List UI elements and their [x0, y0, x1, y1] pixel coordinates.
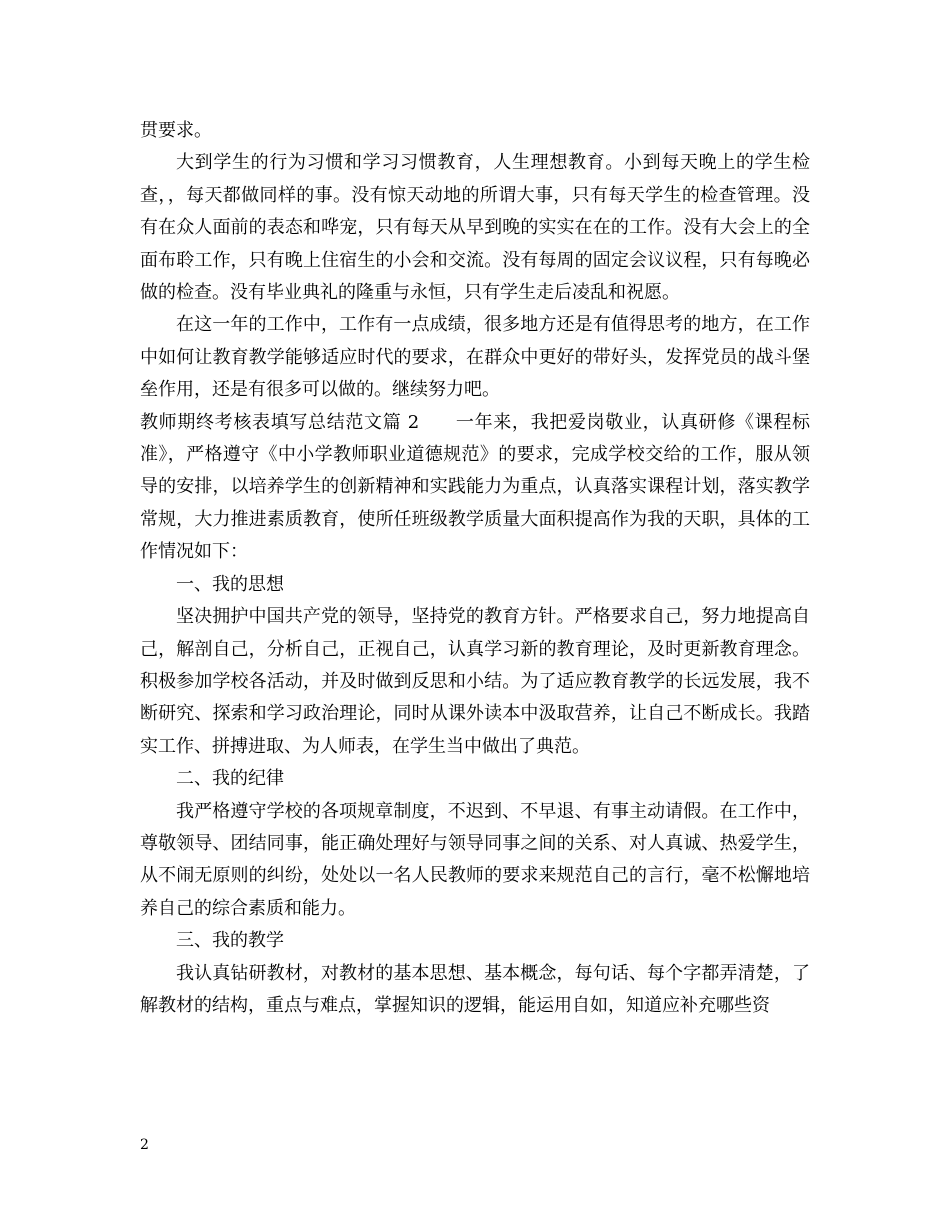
paragraph-daily-work: 大到学生的行为习惯和学习习惯教育，人生理想教育。小到每天晚上的学生检查，，每天都做同样的事。没有惊天动地的所谓大事，只有每天学生的检查管理。没有在众人面前的表态和哗宠，只有每天从早到晚的实实在在的工作。没有大会上的全面布聆工作，只有晚上住宿生的小会和交流。没有每周的固定会议议程，只有每晚必做的检查。没有毕业典礼的隆重与永恒，只有学生走后凌乱和祝愿。 [140, 152, 810, 304]
paragraph-year-summary: 在这一年的工作中，工作有一点成绩，很多地方还是有值得思考的地方，在工作中如何让教育教学能够适应时代的要求，在群众中更好的带好头，发挥党员的战斗堡垒作用，还是有很多可以做的。继续努力吧。 [140, 314, 810, 401]
paragraph-discipline: 我严格遵守学校的各项规章制度，不迟到、不早退、有事主动请假。在工作中，尊敬领导、团结同事，能正确处理好与领导同事之间的关系、对人真诚、热爱学生，从不闹无原则的纠纷，处处以一名人民教师的要求来规范自己的言行，毫不松懈地培养自己的综合素质和能力。 [140, 800, 810, 919]
heading-thoughts: 一、我的思想 [176, 573, 284, 595]
section-intro-text: 一年来，我把爱岗敬业，认真研修《课程标准》，严格遵守《中小学教师职业道德规范》的要求，完成学校交给的工作，服从领导的安排，以培养学生的创新精神和实践能力为重点，认真落实课程计划，落实教学常规，大力推进素质教育，使所任班级教学质量大面积提高作为我的天职，具体的工作情况如下： [140, 411, 810, 563]
document-body [140, 115, 810, 1022]
heading-discipline: 二、我的纪律 [176, 768, 284, 790]
section-title: 教师期终考核表填写总结范文篇 2 [140, 411, 420, 433]
page-number: 2 [140, 1137, 149, 1153]
paragraph-teaching: 我认真钻研教材，对教材的基本思想、基本概念，每句话、每个字都弄清楚，了解教材的结构，重点与难点，掌握知识的逻辑，能运用自如，知道应补充哪些资 [140, 962, 810, 1016]
paragraph-thoughts: 坚决拥护中国共产党的领导，坚持党的教育方针。严格要求自己，努力地提高自己，解剖自己，分析自己，正视自己，认真学习新的教育理论，及时更新教育理念。积极参加学校各活动，并及时做到反思和小结。为了适应教育教学的长远发展，我不断研究、探索和学习政治理论，同时从课外读本中汲取营养，让自己不断成长。我踏实工作、拼搏进取、为人师表，在学生当中做出了典范。 [140, 606, 810, 757]
section-intro-paragraph [140, 407, 810, 569]
paragraph-continuation: 贯要求。 [140, 120, 212, 141]
heading-teaching: 三、我的教学 [176, 930, 284, 952]
